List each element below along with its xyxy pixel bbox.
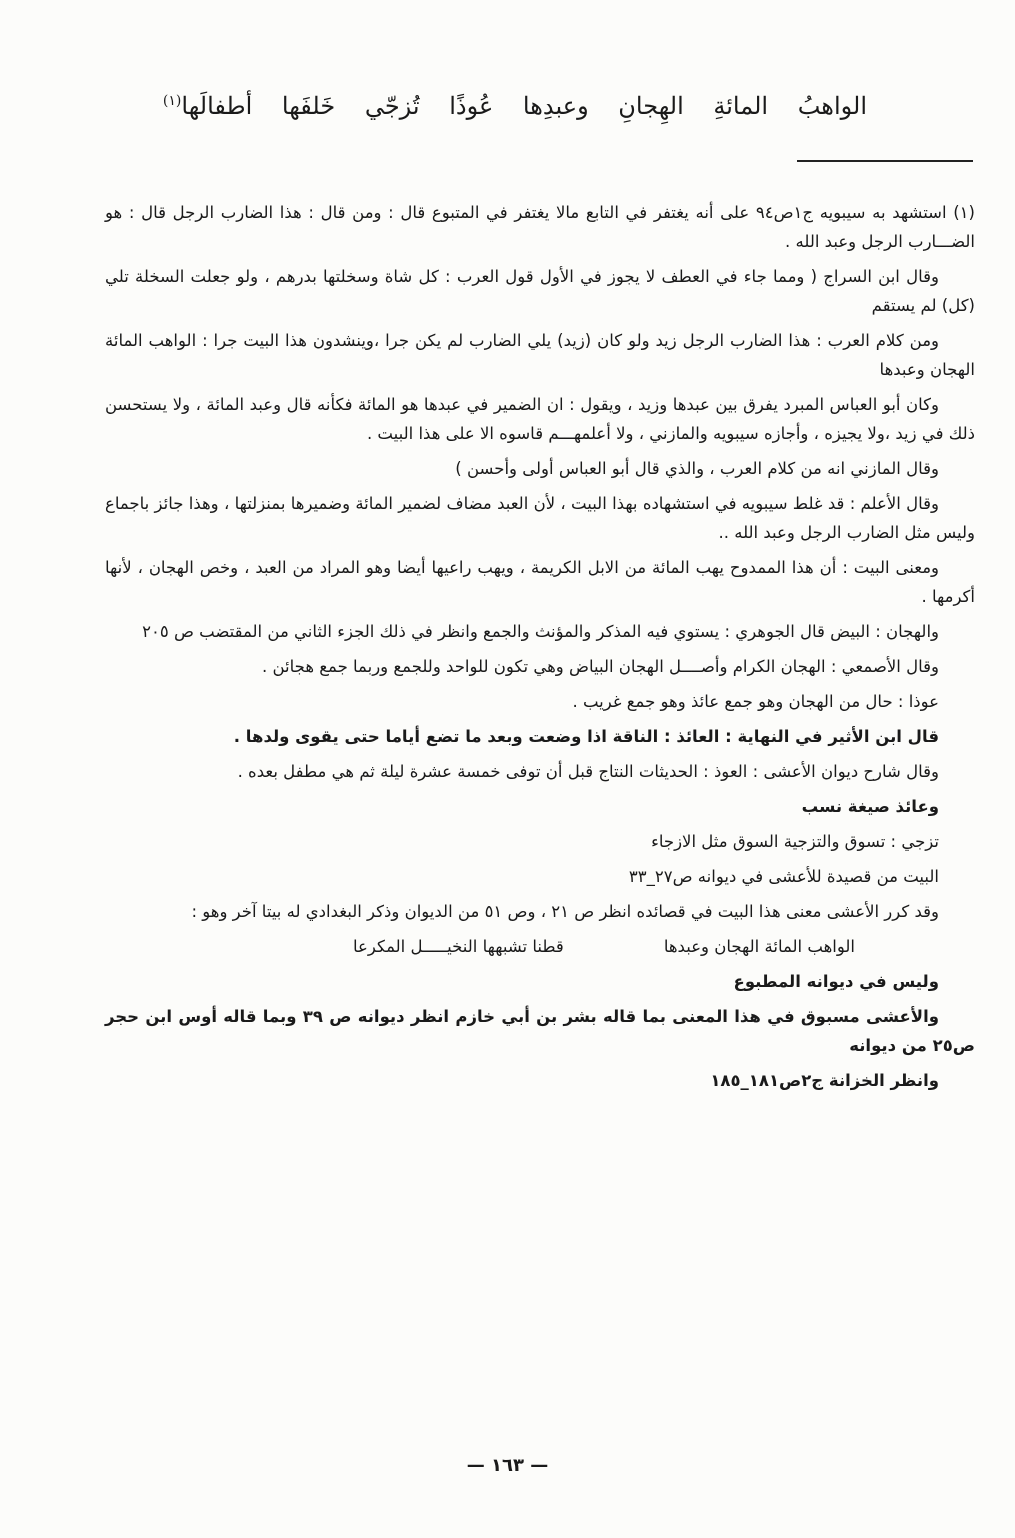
note-paragraph: ومعنى البيت : أن هذا الممدوح يهب المائة من الابل الكريمة ، ويهب راعيها أيضا وهو المراد من العبد ، وخص الهجان ، لأنها أكرمها . (105, 558, 975, 606)
quoted-verse-second-hemistich: قطنا تشبهها النخيـــــل المكرعا (353, 937, 564, 956)
page-number: — ١٦٣ — (466, 1455, 549, 1476)
note-paragraph: وقال شارح ديوان الأعشى : العوذ : الحديثات النتاج قبل أن توفى خمسة عشرة ليلة ثم هي مطفل بعده . (237, 762, 939, 781)
quoted-verse (105, 932, 975, 961)
note-paragraph: تزجي : تسوق والتزجية السوق مثل الازجاء (651, 832, 939, 851)
note-paragraph: والهجان : البيض قال الجوهري : يستوي فيه المذكر والمؤنث والجمع وانظر في ذلك الجزء الثاني من المقتضب ص ٢٠٥ (142, 622, 939, 641)
footnote-separator (797, 160, 973, 162)
footnotes (105, 198, 975, 1101)
verse-text: الواهبُ المائةِ الهِجانِ وعبدِها عُوذًا تُزجّي خَلفَها أطفالَها (181, 92, 867, 120)
note-paragraph: وقال المازني انه من كلام العرب ، والذي قال أبو العباس أولى وأحسن ) (455, 459, 939, 478)
note-paragraph: وعائذ صيغة نسب (801, 797, 939, 816)
poem-verse (162, 92, 867, 120)
note-paragraph: وكان أبو العباس المبرد يفرق بين عبدها وزيد ، ويقول : ان الضمير في عبدها هو المائة فكأنه قال وعبد المائة ، ولا يستحسن ذلك في زيد ،ولا يجيزه ، وأجازه سيبويه والمازني ، ولا أعلمهـــم قاسوه الا على هذا البيت . (105, 395, 975, 443)
note-paragraph: عوذا : حال من الهجان وهو جمع عائذ وهو جمع غريب . (572, 692, 939, 711)
note-paragraph: وقال الأصمعي : الهجان الكرام وأصــــل الهجان البياض وهي تكون للواحد وللجمع وربما جمع هجائن . (262, 657, 939, 676)
note-paragraph: (١) استشهد به سيبويه ج١ص٩٤ على أنه يغتفر في التابع مالا يغتفر في المتبوع قال : ومن قال : هذا الضارب الرجل قال : هو الضـــارب الرجل وعبد الله . (105, 203, 975, 251)
note-paragraph: والأعشى مسبوق في هذا المعنى بما قاله بشر بن أبي خازم انظر ديوانه ص ٣٩ وبما قاله أوس ابن حجر ص٢٥ من ديوانه (105, 1007, 975, 1055)
quoted-verse-first-hemistich: الواهب المائة الهجان وعبدها (663, 937, 855, 956)
footnote-mark: (١) (162, 93, 182, 109)
note-paragraph: وانظر الخزانة ج٢ص١٨١_١٨٥ (710, 1071, 939, 1090)
note-paragraph: وقد كرر الأعشى معنى هذا البيت في قصائده انظر ص ٢١ ، وص ٥١ من الديوان وذكر البغدادي له بيتا آخر وهو : (191, 902, 939, 921)
note-paragraph: وقال ابن السراج ( ومما جاء في العطف لا يجوز في الأول قول العرب : كل شاة وسخلتها بدرهم ، ولو جعلت السخلة تلي (كل) لم يستقم (105, 267, 975, 315)
note-paragraph: وقال الأعلم : قد غلط سيبويه في استشهاده بهذا البيت ، لأن العبد مضاف لضمير المائة وضميرها بمنزلتها ، وهذا جائز باجماع وليس مثل الضارب الرجل وعبد الله .. (105, 494, 975, 542)
note-paragraph: ومن كلام العرب : هذا الضارب الرجل زيد ولو كان (زيد) يلي الضارب لم يكن جرا ،وينشدون هذا البيت جرا : الواهب المائة الهجان وعبدها (105, 331, 975, 379)
note-paragraph: قال ابن الأثير في النهاية : العائذ : الناقة اذا وضعت وبعد ما تضع أياما حتى يقوى ولدها . (233, 727, 939, 746)
note-paragraph: البيت من قصيدة للأعشى في ديوانه ص٢٧_٣٣ (628, 867, 939, 886)
note-paragraph: وليس في ديوانه المطبوع (733, 972, 939, 991)
